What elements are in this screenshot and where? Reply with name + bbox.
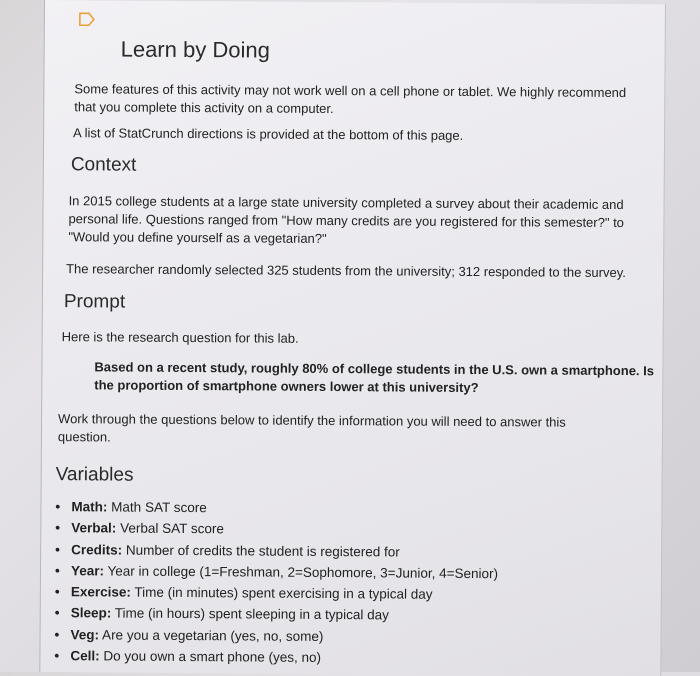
- bullet-icon: •: [55, 499, 61, 515]
- variable-name: Sleep:: [70, 605, 112, 621]
- variable-name: Year:: [70, 563, 105, 579]
- intro-paragraph-1: Some features of this activity may not work well on a cell phone or tablet. We highly recommend that you complete this activity on a computer.: [74, 81, 627, 117]
- prompt-heading: Prompt: [63, 291, 126, 313]
- variable-item: [55, 539, 498, 563]
- variable-description: Time (in hours) spent sleeping in a typical day: [111, 605, 389, 623]
- context-paragraph-1: In 2015 college students at a large state university completed a survey about their academic and personal life. Questions ranged from "How many credits are you registered for this semester?" to "Would you define yourself as a vegetarian?": [68, 193, 624, 246]
- variable-item: [55, 517, 498, 541]
- context-heading: Context: [70, 154, 137, 176]
- variables-heading: Variables: [55, 464, 134, 486]
- variable-name: Cell:: [70, 648, 100, 664]
- variables-list: [54, 496, 498, 669]
- variable-item: [55, 581, 498, 605]
- context-paragraph-2: The researcher randomly selected 325 students from the university; 312 responded to the survey.: [66, 261, 626, 281]
- prompt-paragraph-2: Work through the questions below to identify the information you will need to answer this question.: [57, 411, 566, 445]
- variable-item: [54, 645, 497, 669]
- intro-paragraph-2: A list of StatCrunch directions is provided at the bottom of this page.: [73, 125, 464, 143]
- bullet-icon: •: [55, 520, 61, 536]
- variable-name: Credits:: [71, 541, 123, 558]
- page-title: Learn by Doing: [120, 36, 270, 63]
- variable-item: [55, 496, 498, 520]
- variable-description: Do you own a smart phone (yes, no): [99, 648, 322, 666]
- bullet-icon: •: [55, 541, 60, 557]
- bullet-icon: •: [54, 605, 60, 621]
- activity-page: [39, 0, 666, 676]
- prompt-paragraph-1: Here is the research question for this lab.: [61, 329, 299, 346]
- variable-name: Veg:: [70, 626, 100, 643]
- bullet-icon: •: [54, 626, 60, 642]
- variable-name: Math:: [71, 499, 108, 515]
- variable-item: [54, 624, 497, 648]
- variable-name: Exercise:: [70, 584, 131, 600]
- variable-item: [55, 603, 498, 627]
- bookmark-flag-icon[interactable]: [79, 12, 95, 26]
- variable-description: Number of credits the student is registered for: [122, 542, 400, 560]
- variable-description: Are you a vegetarian (yes, no, some): [99, 627, 324, 644]
- bullet-icon: •: [54, 562, 60, 579]
- variable-item: [55, 560, 498, 584]
- variable-description: Verbal SAT score: [116, 520, 224, 537]
- variable-name: Verbal:: [71, 520, 117, 536]
- variable-description: Time (in minutes) spent exercising in a typical day: [130, 584, 433, 602]
- research-question: Based on a recent study, roughly 80% of college students in the U.S. own a smartphone. Is the proportion of smartphone owners lower at this university?: [94, 359, 655, 396]
- variable-description: Math SAT score: [107, 499, 207, 516]
- variable-description: Year in college (1=Freshman, 2=Sophomore, 3=Junior, 4=Senior): [103, 563, 499, 582]
- bullet-icon: •: [54, 648, 60, 664]
- bullet-icon: •: [54, 584, 60, 600]
